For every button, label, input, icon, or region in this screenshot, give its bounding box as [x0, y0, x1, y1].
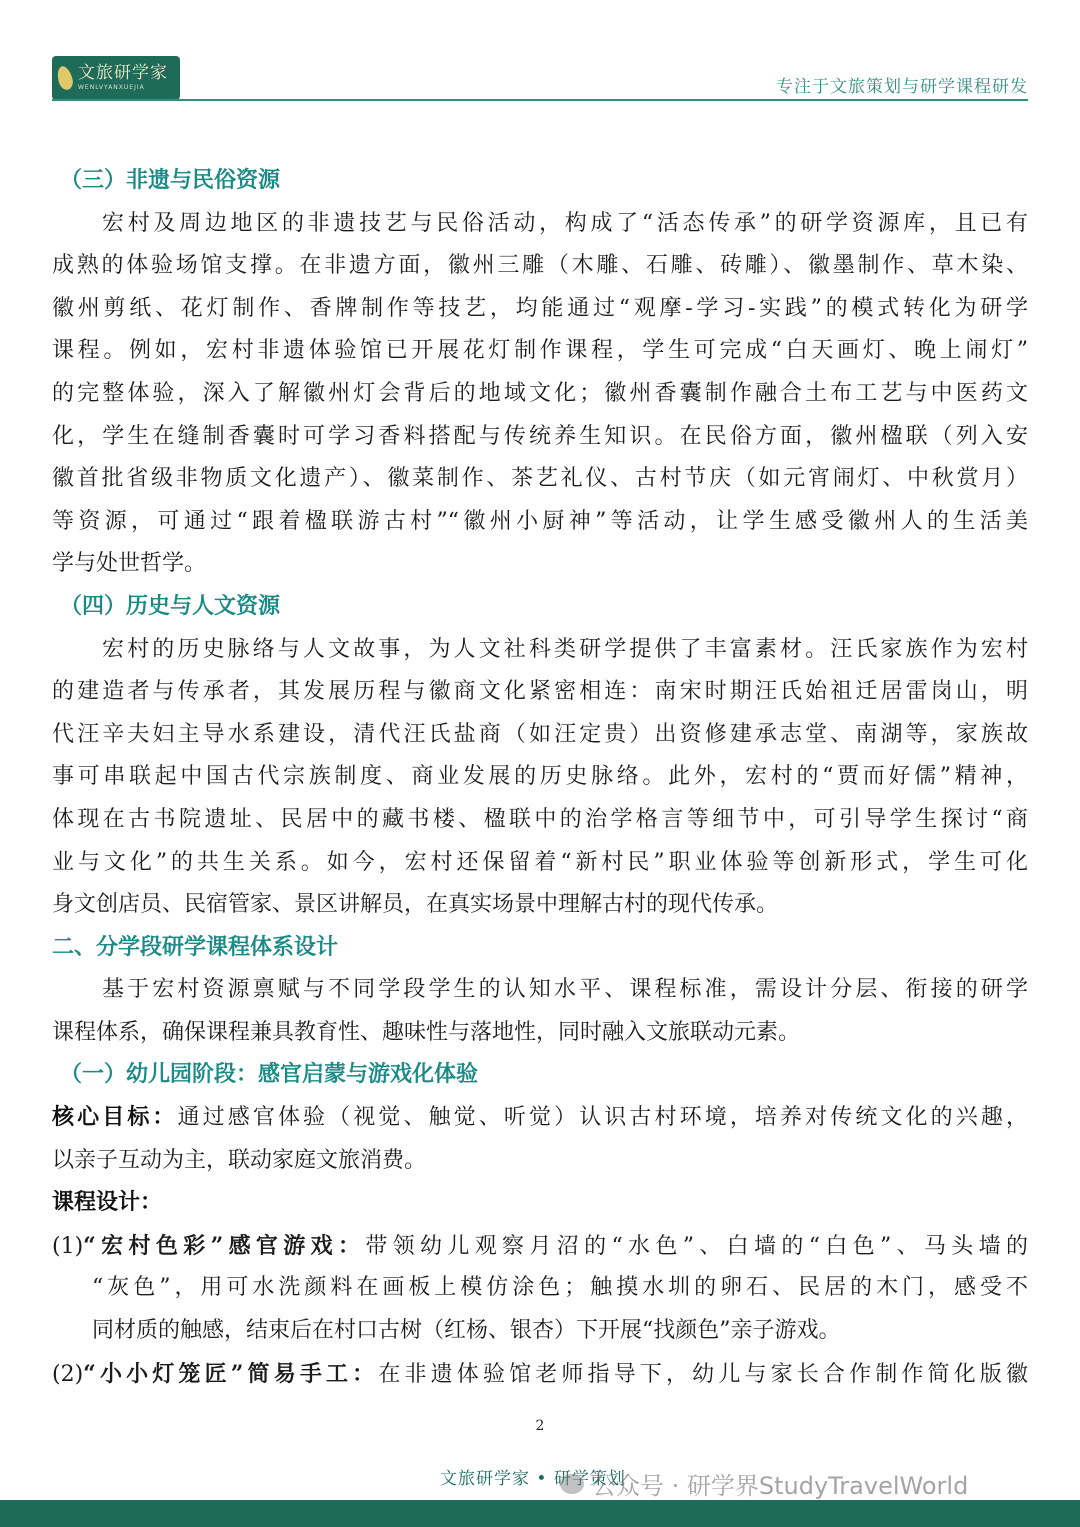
list-item-title: “小小灯笼匠”简易手工： — [83, 1360, 379, 1387]
list-item-line: 同材质的触感，结束后在村口古树（红杨、银杏）下开展“找颜色”亲子游戏。 — [92, 1318, 841, 1344]
paragraph-line: 学与处世哲学。 — [52, 551, 207, 577]
paragraph-line: 徽州剪纸、花灯制作、香牌制作等技艺，均能通过“观摩-学习-实践”的模式转化为研学 — [52, 295, 1028, 321]
list-number: (1) — [52, 1233, 84, 1259]
header-tagline: 专注于文旅策划与研学课程研发 — [776, 77, 1028, 97]
paragraph-line: 业与文化”的共生关系。如今，宏村还保留着“新村民”职业体验等创新形式，学生可化 — [52, 849, 1028, 875]
course-design-label: 课程设计： — [52, 1190, 163, 1216]
watermark — [560, 1466, 968, 1501]
list-item-line — [52, 1225, 1028, 1268]
paragraph-line: 徽首批省级非物质文化遗产）、徽菜制作、茶艺礼仪、古村节庆（如元宵闹灯、中秋赏月） — [52, 466, 1028, 492]
core-goal-text: 通过感官体验（视觉、触觉、听觉）认识古村环境，培养对传统文化的兴趣， — [177, 1105, 1028, 1131]
paragraph-line: 代汪辛夫妇主导水系建设，清代汪氏盐商（如汪定贵）出资修建承志堂、南湖等，家族故 — [52, 721, 1028, 747]
chapter-heading: 二、分学段研学课程体系设计 — [52, 934, 339, 960]
paragraph-line: 化，学生在缝制香囊时可学习香料搭配与传统养生知识。在民俗方面，徽州楹联（列入安 — [52, 423, 1028, 449]
list-item-text: 在非遗体验馆老师指导下，幼儿与家长合作制作简化版徽 — [378, 1361, 1028, 1387]
section-heading: （四）历史与人文资源 — [60, 593, 281, 619]
paragraph-line: 体现在古书院遗址、民居中的藏书楼、楹联中的治学格言等细节中，可引导学生探讨“商 — [52, 806, 1028, 832]
paragraph-line: 的完整体验，深入了解徽州灯会背后的地域文化；徽州香囊制作融合土布工艺与中医药文 — [52, 380, 1028, 406]
section-heading: （一）幼儿园阶段：感官启蒙与游戏化体验 — [60, 1062, 479, 1088]
paragraph-line: 身文创店员、民宿管家、景区讲解员，在真实场景中理解古村的现代传承。 — [52, 892, 779, 918]
footer-brand: 文旅研学家 • 研学策划 — [440, 1469, 626, 1489]
paragraph-line: 宏村的历史脉络与人文故事，为人文社科类研学提供了丰富素材。汪氏家族作为宏村 — [102, 636, 1028, 662]
core-goal-line — [52, 1097, 1028, 1140]
list-item-text: 带领幼儿观察月沼的“水色”、白墙的“白色”、马头墙的 — [365, 1233, 1028, 1259]
paragraph-line: 等资源，可通过“跟着楹联游古村”“徽州小厨神”等活动，让学生感受徽州人的生活美 — [52, 508, 1028, 534]
list-item-line: “灰色”，用可水洗颜料在画板上模仿涂色；触摸水圳的卵石、民居的木门，感受不 — [92, 1275, 1028, 1301]
page-number: 2 — [535, 1418, 545, 1434]
section-heading: （三）非遗与民俗资源 — [60, 168, 281, 193]
wechat-icon — [560, 1474, 584, 1494]
document-body — [52, 160, 1028, 1395]
paragraph-line: 课程体系，确保课程兼具教育性、趣味性与落地性，同时融入文旅联动元素。 — [52, 1019, 801, 1045]
logo-subtitle: WENLVYANXUEJIA — [78, 84, 145, 91]
header-divider — [52, 99, 1028, 101]
paragraph-line: 的建造者与传承者，其发展历程与徽商文化紧密相连：南宋时期汪氏始祖迁居雷岗山，明 — [52, 679, 1028, 705]
list-item-line — [52, 1353, 1028, 1396]
paragraph-line: 事可串联起中国古代宗族制度、商业发展的历史脉络。此外，宏村的“贾而好儒”精神， — [52, 764, 1028, 790]
paragraph-line: 宏村及周边地区的非遗技艺与民俗活动，构成了“活态传承”的研学资源库，且已有 — [102, 210, 1028, 236]
paragraph-line: 基于宏村资源禀赋与不同学段学生的认知水平、课程标准，需设计分层、衔接的研学 — [102, 977, 1028, 1003]
core-goal-label: 核心目标： — [52, 1105, 178, 1131]
paragraph-line: 成熟的体验场馆支撑。在非遗方面，徽州三雕（木雕、石雕、砖雕）、徽墨制作、草木染、 — [52, 253, 1028, 279]
paragraph-line: 以亲子互动为主，联动家庭文旅消费。 — [52, 1147, 427, 1173]
list-item-title: “宏村色彩”感官游戏： — [83, 1232, 366, 1259]
brand-logo — [52, 56, 180, 100]
footer-bar — [0, 1500, 1080, 1527]
list-number: (2) — [52, 1361, 84, 1387]
logo-name: 文旅研学家 — [78, 63, 168, 83]
leaf-icon — [55, 65, 75, 92]
watermark-text: 公众号 · 研学界StudyTravelWorld — [592, 1472, 969, 1500]
paragraph-line: 课程。例如，宏村非遗体验馆已开展花灯制作课程，学生可完成“白天画灯、晚上闹灯” — [52, 338, 1028, 364]
